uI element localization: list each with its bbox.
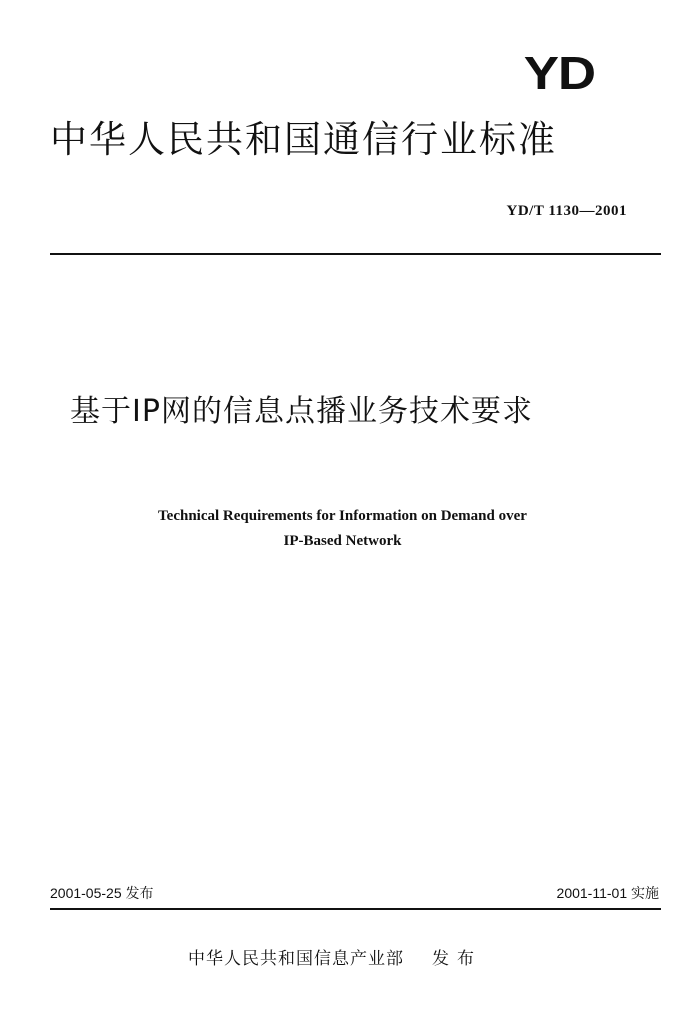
org-title: 中华人民共和国通信行业标准 bbox=[50, 118, 557, 161]
effective-date: 2001-11-01 实施 bbox=[556, 885, 659, 901]
english-title-line-2: IP-Based Network bbox=[283, 533, 402, 549]
issue-date: 2001-05-25 发布 bbox=[50, 885, 154, 901]
yd-logo: YD bbox=[523, 47, 595, 99]
top-divider bbox=[50, 253, 661, 255]
bottom-divider bbox=[50, 908, 661, 910]
publisher-line bbox=[188, 944, 482, 969]
english-title-line-1: Technical Requirements for Information on Demand over bbox=[158, 508, 527, 524]
publisher-action: 发布 bbox=[432, 949, 482, 969]
chinese-title: 基于IP网的信息点播业务技术要求 bbox=[70, 394, 533, 429]
standard-number: YD/T 1130—2001 bbox=[506, 203, 627, 219]
publisher-name: 中华人民共和国信息产业部 bbox=[188, 949, 404, 969]
english-title bbox=[0, 504, 675, 554]
